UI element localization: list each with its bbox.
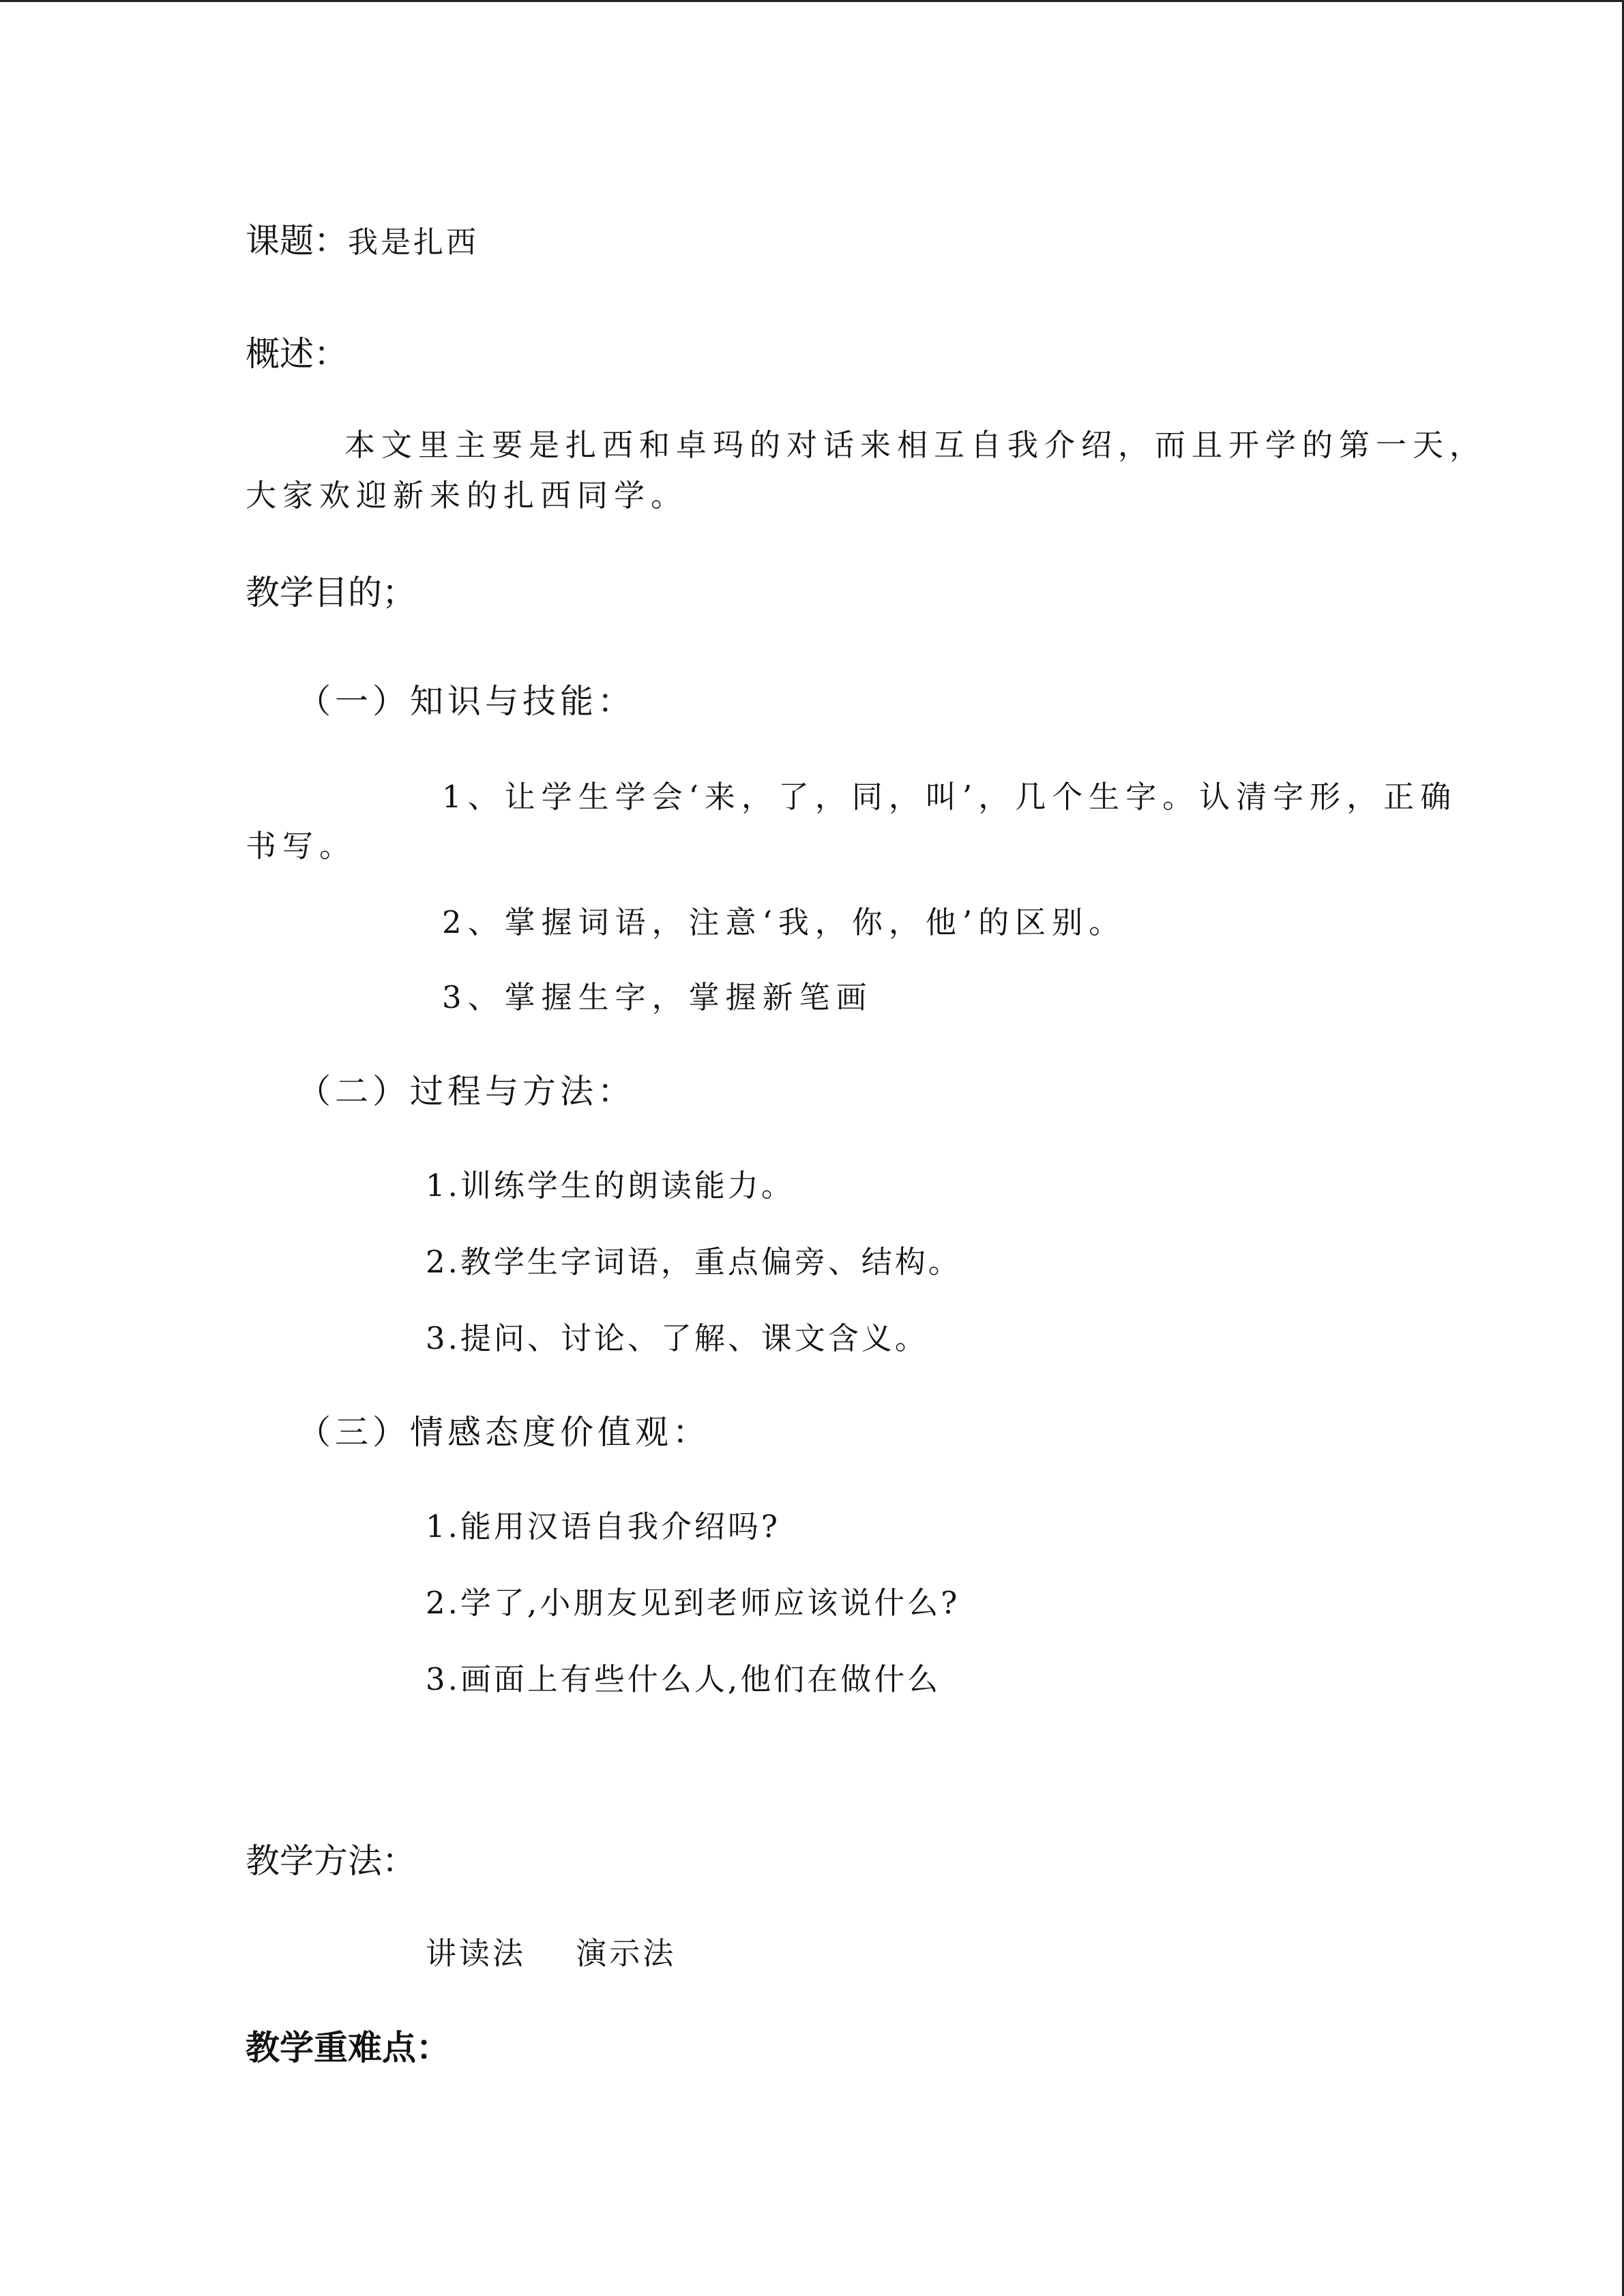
section-1-item-1-line-2: 书写。 [246,828,357,864]
section-3-heading: （三）情感态度价值观： [297,1413,711,1452]
objectives-heading: 教学目的； [246,573,416,612]
methods-value: 讲读法 演示法 [426,1935,677,1971]
page-border-top [0,0,1624,2]
section-1-heading: （一）知识与技能： [297,682,636,721]
section-2-item-1: 1.训练学生的朗读能力。 [426,1167,795,1204]
overview-paragraph-line-1: 本文里主要是扎西和卓玛的对话来相互自我介绍，而且开学的第一天， [344,427,1487,463]
methods-heading: 教学方法： [246,1841,416,1881]
section-1-item-1-line-1: 1、让学生学会‘来，了，同，叫’，几个生字。认清字形，正确 [442,779,1458,815]
section-1-item-2: 2、掌握词语，注意‘我，你，他’的区别。 [442,904,1126,940]
overview-heading: 概述： [246,334,348,374]
section-3-item-2: 2.学了,小朋友见到老师应该说什么? [426,1585,960,1621]
section-3-item-1: 1.能用汉语自我介绍吗? [426,1508,781,1545]
topic-line [246,221,479,260]
overview-paragraph-line-2: 大家欢迎新来的扎西同学。 [246,477,688,513]
section-2-heading: （二）过程与方法： [297,1072,636,1111]
topic-value: 我是扎西 [348,225,479,260]
difficulties-heading: 教学重难点： [246,2028,450,2068]
section-3-item-3: 3.画面上有些什么人,他们在做什么 [426,1661,941,1697]
section-1-item-3: 3、掌握生字，掌握新笔画 [442,979,873,1015]
section-2-item-3: 3.提问、讨论、了解、课文含义。 [426,1320,928,1356]
section-2-item-2: 2.教学生字词语，重点偏旁、结构。 [426,1244,962,1280]
topic-label: 课题： [246,221,348,260]
